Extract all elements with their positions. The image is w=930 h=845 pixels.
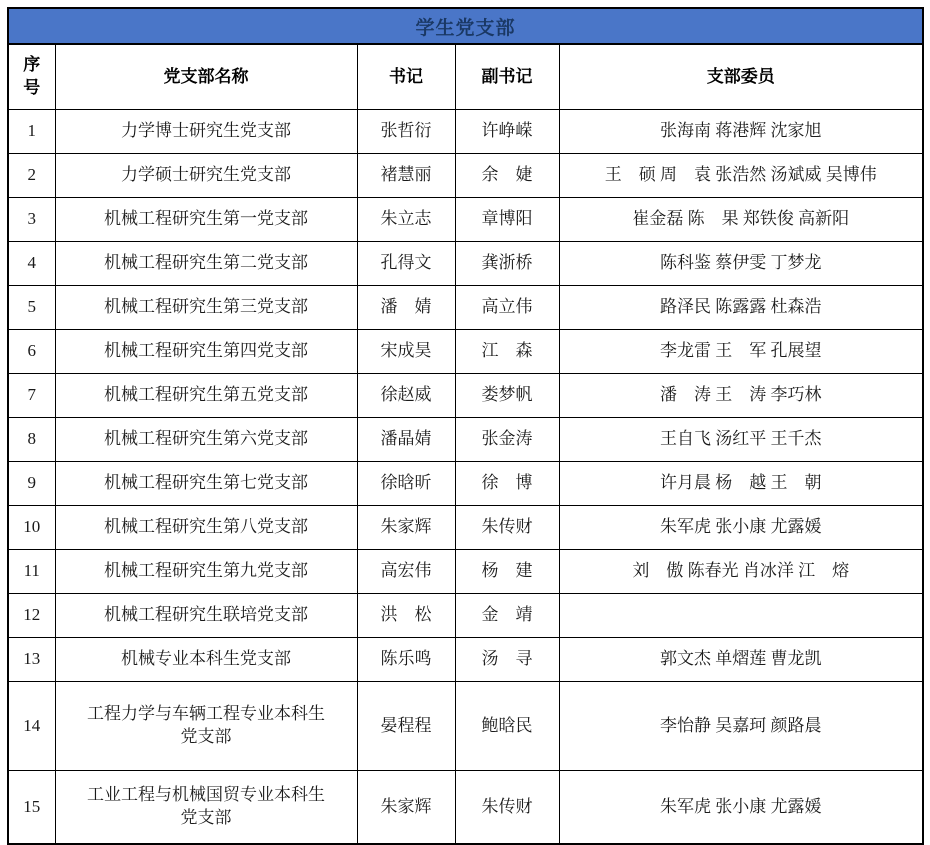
cell-branch-name: 机械专业本科生党支部 bbox=[55, 638, 357, 682]
cell-no: 13 bbox=[8, 638, 55, 682]
column-header-secretary: 书记 bbox=[357, 44, 455, 110]
column-header-no: 序号 bbox=[8, 44, 55, 110]
table-row bbox=[8, 506, 923, 550]
table-header-row bbox=[8, 44, 923, 110]
cell-deputy-secretary: 张金涛 bbox=[455, 418, 559, 462]
cell-branch-name: 机械工程研究生第四党支部 bbox=[55, 330, 357, 374]
cell-no: 14 bbox=[8, 682, 55, 771]
cell-branch-name: 机械工程研究生第八党支部 bbox=[55, 506, 357, 550]
cell-deputy-secretary: 江 森 bbox=[455, 330, 559, 374]
cell-committee-members: 李龙雷 王 军 孔展望 bbox=[559, 330, 923, 374]
cell-branch-name: 机械工程研究生联培党支部 bbox=[55, 594, 357, 638]
table-row bbox=[8, 771, 923, 845]
cell-secretary: 潘晶婧 bbox=[357, 418, 455, 462]
table-row bbox=[8, 682, 923, 771]
cell-secretary: 朱家辉 bbox=[357, 771, 455, 845]
table-row bbox=[8, 154, 923, 198]
cell-committee-members: 郭文杰 单熠莲 曹龙凯 bbox=[559, 638, 923, 682]
cell-deputy-secretary: 龚浙桥 bbox=[455, 242, 559, 286]
cell-no: 10 bbox=[8, 506, 55, 550]
cell-branch-name: 力学硕士研究生党支部 bbox=[55, 154, 357, 198]
cell-branch-name: 机械工程研究生第五党支部 bbox=[55, 374, 357, 418]
cell-no: 3 bbox=[8, 198, 55, 242]
table-row bbox=[8, 330, 923, 374]
cell-secretary: 高宏伟 bbox=[357, 550, 455, 594]
cell-committee-members: 刘 傲 陈春光 肖冰洋 江 熔 bbox=[559, 550, 923, 594]
cell-deputy-secretary: 汤 寻 bbox=[455, 638, 559, 682]
cell-deputy-secretary: 许峥嵘 bbox=[455, 110, 559, 154]
cell-branch-name: 工业工程与机械国贸专业本科生党支部 bbox=[55, 771, 357, 845]
cell-committee-members: 王自飞 汤红平 王千杰 bbox=[559, 418, 923, 462]
cell-secretary: 晏程程 bbox=[357, 682, 455, 771]
table-row bbox=[8, 418, 923, 462]
cell-committee-members: 李怡静 吴嘉珂 颜路晨 bbox=[559, 682, 923, 771]
table-row bbox=[8, 242, 923, 286]
cell-committee-members bbox=[559, 594, 923, 638]
cell-deputy-secretary: 金 靖 bbox=[455, 594, 559, 638]
cell-no: 4 bbox=[8, 242, 55, 286]
cell-secretary: 朱立志 bbox=[357, 198, 455, 242]
cell-deputy-secretary: 高立伟 bbox=[455, 286, 559, 330]
cell-no: 2 bbox=[8, 154, 55, 198]
cell-deputy-secretary: 徐 博 bbox=[455, 462, 559, 506]
cell-branch-name: 机械工程研究生第三党支部 bbox=[55, 286, 357, 330]
cell-secretary: 洪 松 bbox=[357, 594, 455, 638]
column-header-committee-members: 支部委员 bbox=[559, 44, 923, 110]
cell-branch-name: 机械工程研究生第一党支部 bbox=[55, 198, 357, 242]
cell-secretary: 孔得文 bbox=[357, 242, 455, 286]
cell-no: 8 bbox=[8, 418, 55, 462]
cell-deputy-secretary: 朱传财 bbox=[455, 506, 559, 550]
table-row bbox=[8, 638, 923, 682]
table-row bbox=[8, 374, 923, 418]
cell-no: 11 bbox=[8, 550, 55, 594]
cell-deputy-secretary: 鲍晗民 bbox=[455, 682, 559, 771]
cell-no: 9 bbox=[8, 462, 55, 506]
column-header-deputy-secretary: 副书记 bbox=[455, 44, 559, 110]
cell-secretary: 徐晗昕 bbox=[357, 462, 455, 506]
cell-no: 5 bbox=[8, 286, 55, 330]
cell-branch-name: 机械工程研究生第七党支部 bbox=[55, 462, 357, 506]
column-header-branch-name: 党支部名称 bbox=[55, 44, 357, 110]
cell-committee-members: 陈科鉴 蔡伊雯 丁梦龙 bbox=[559, 242, 923, 286]
cell-secretary: 朱家辉 bbox=[357, 506, 455, 550]
cell-no: 15 bbox=[8, 771, 55, 845]
student-party-branches-table bbox=[7, 7, 924, 845]
table-title: 学生党支部 bbox=[8, 8, 923, 44]
cell-deputy-secretary: 余 婕 bbox=[455, 154, 559, 198]
table-row bbox=[8, 550, 923, 594]
table-row bbox=[8, 198, 923, 242]
cell-secretary: 宋成昊 bbox=[357, 330, 455, 374]
table-row bbox=[8, 286, 923, 330]
cell-secretary: 陈乐鸣 bbox=[357, 638, 455, 682]
cell-deputy-secretary: 朱传财 bbox=[455, 771, 559, 845]
cell-no: 7 bbox=[8, 374, 55, 418]
cell-committee-members: 路泽民 陈露露 杜森浩 bbox=[559, 286, 923, 330]
table-row bbox=[8, 462, 923, 506]
cell-deputy-secretary: 娄梦帆 bbox=[455, 374, 559, 418]
cell-secretary: 褚慧丽 bbox=[357, 154, 455, 198]
cell-deputy-secretary: 章博阳 bbox=[455, 198, 559, 242]
cell-branch-name: 机械工程研究生第九党支部 bbox=[55, 550, 357, 594]
cell-no: 6 bbox=[8, 330, 55, 374]
cell-secretary: 潘 婧 bbox=[357, 286, 455, 330]
cell-committee-members: 朱军虎 张小康 尤露媛 bbox=[559, 506, 923, 550]
cell-branch-name: 力学博士研究生党支部 bbox=[55, 110, 357, 154]
table-row bbox=[8, 594, 923, 638]
cell-committee-members: 张海南 蒋港辉 沈家旭 bbox=[559, 110, 923, 154]
cell-no: 1 bbox=[8, 110, 55, 154]
cell-no: 12 bbox=[8, 594, 55, 638]
cell-deputy-secretary: 杨 建 bbox=[455, 550, 559, 594]
cell-committee-members: 潘 涛 王 涛 李巧林 bbox=[559, 374, 923, 418]
cell-committee-members: 王 硕 周 袁 张浩然 汤斌威 吴博伟 bbox=[559, 154, 923, 198]
cell-committee-members: 崔金磊 陈 果 郑铁俊 高新阳 bbox=[559, 198, 923, 242]
cell-committee-members: 许月晨 杨 越 王 朝 bbox=[559, 462, 923, 506]
cell-secretary: 徐赵威 bbox=[357, 374, 455, 418]
table-title-row bbox=[8, 8, 923, 44]
cell-branch-name: 工程力学与车辆工程专业本科生党支部 bbox=[55, 682, 357, 771]
cell-branch-name: 机械工程研究生第二党支部 bbox=[55, 242, 357, 286]
cell-committee-members: 朱军虎 张小康 尤露媛 bbox=[559, 771, 923, 845]
cell-branch-name: 机械工程研究生第六党支部 bbox=[55, 418, 357, 462]
table-row bbox=[8, 110, 923, 154]
cell-secretary: 张哲衍 bbox=[357, 110, 455, 154]
